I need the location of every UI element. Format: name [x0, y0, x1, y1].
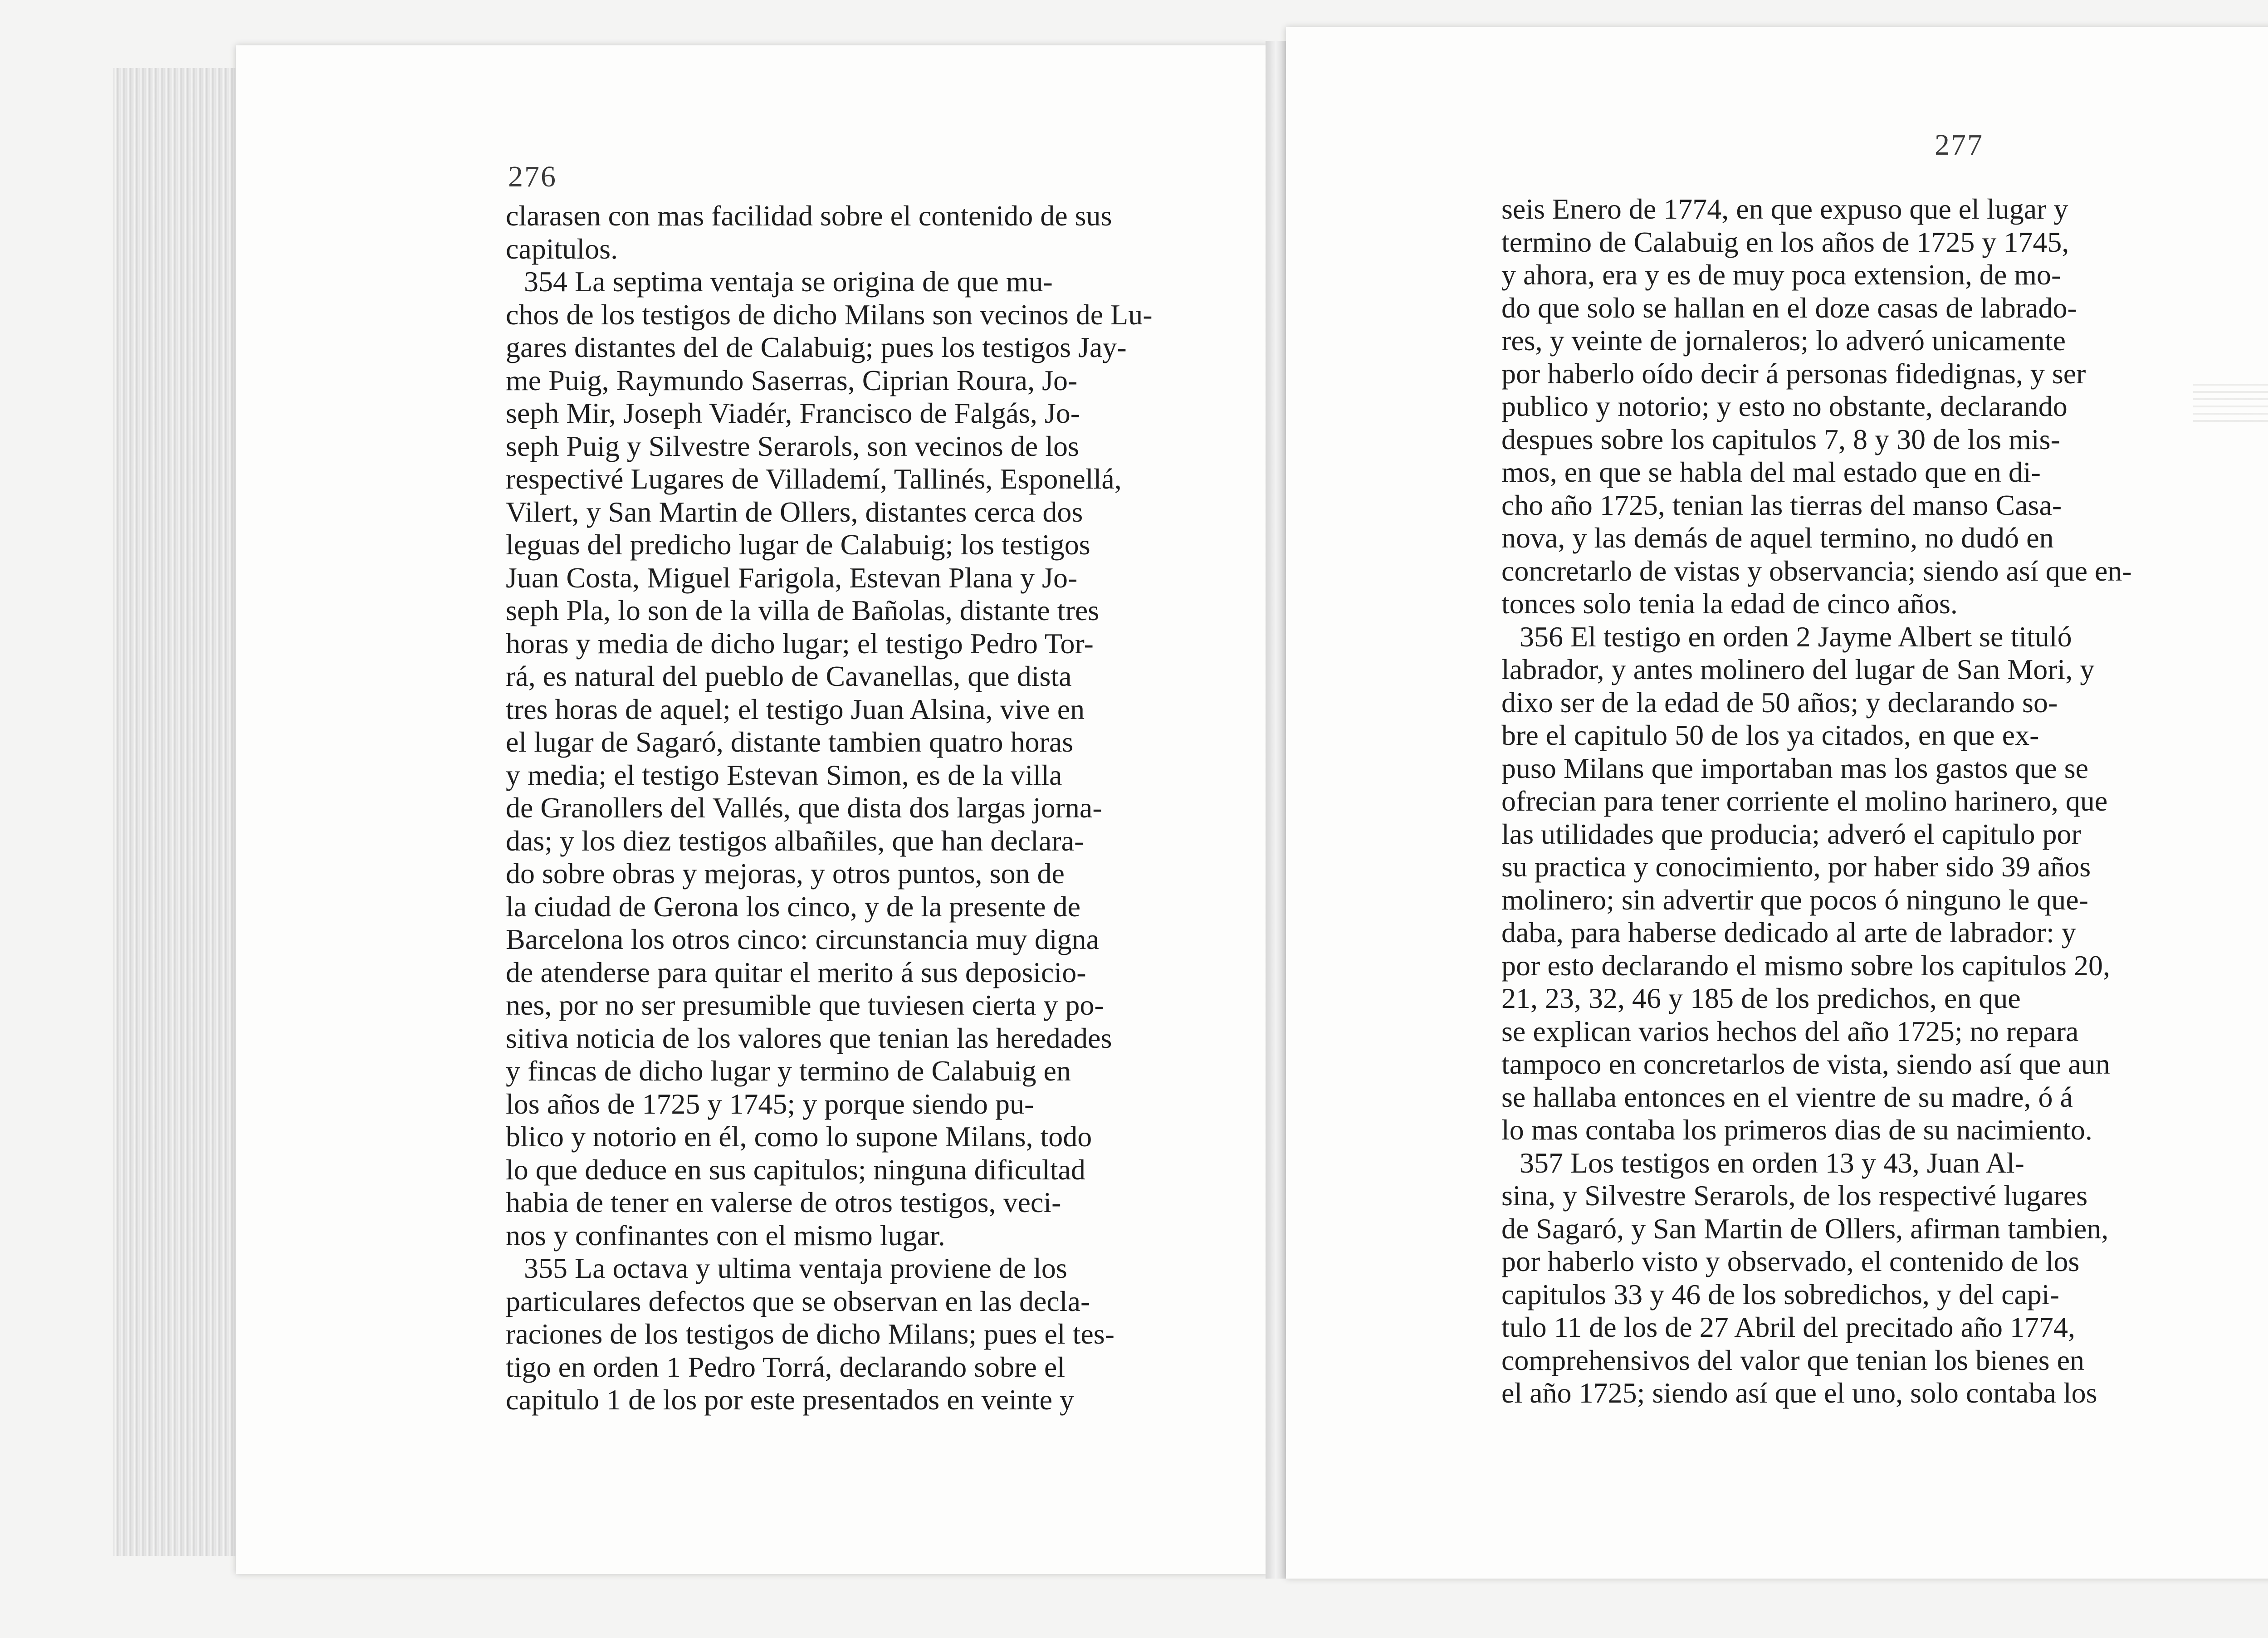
text-line: seph Pla, lo son de la villa de Bañolas, distante tres [506, 594, 1100, 626]
text-line: seis Enero de 1774, en que expuso que el lugar y [1501, 193, 2068, 225]
text-line: habia de tener en valerse de otros testigos, veci- [506, 1186, 1061, 1218]
text-line: por esto declarando el mismo sobre los capitulos 20, [1501, 949, 2110, 982]
text-line: tres horas de aquel; el testigo Juan Alsina, vive en [506, 693, 1085, 725]
text-line: daba, para haberse dedicado al arte de labrador: y [1501, 916, 2076, 949]
text-line: por haberlo oído decir á personas fidedignas, y ser [1501, 357, 2086, 390]
text-line: el año 1725; siendo así que el uno, solo contaba los [1501, 1377, 2097, 1409]
catchword [506, 1417, 1395, 1450]
text-line: tampoco en concretarlos de vista, siendo así que aun [1501, 1048, 2110, 1080]
text-line: ofrecian para tener corriente el molino harinero, que [1501, 785, 2108, 817]
text-line: Juan Costa, Miguel Farigola, Estevan Plana y Jo- [506, 561, 1078, 594]
text-line: termino de Calabuig en los años de 1725 y 1745, [1501, 225, 2069, 258]
text-line: cho año 1725, tenian las tierras del manso Casa- [1501, 489, 2062, 521]
text-line: de atenderse para quitar el merito á sus deposicio- [506, 956, 1086, 988]
text-line: tonces solo tenia la edad de cinco años. [1501, 587, 1958, 620]
text-line: de Sagaró, y San Martin de Ollers, afirman tambien, [1501, 1212, 2109, 1245]
text-line: lo mas contaba los primeros dias de su nacimiento. [1501, 1114, 2092, 1146]
text-line: la ciudad de Gerona los cinco, y de la presente de [506, 890, 1081, 923]
text-line: el lugar de Sagaró, distante tambien quatro horas [506, 726, 1074, 758]
text-line: lo que deduce en sus capitulos; ninguna dificultad [506, 1153, 1085, 1186]
text-line: sina, y Silvestre Serarols, de los respectivé lugares [1501, 1179, 2088, 1212]
text-line: leguas del predicho lugar de Calabuig; los testigos [506, 528, 1090, 561]
text-line: bre el capitulo 50 de los ya citados, en que ex- [1501, 719, 2039, 751]
text-line: capitulos 33 y 46 de los sobredichos, y del capi- [1501, 1278, 2059, 1310]
text-line: raciones de los testigos de dicho Milans; pues el tes- [506, 1318, 1114, 1350]
text-line: concretarlo de vistas y observancia; siendo así que en- [1501, 554, 2132, 587]
text-line: horas y media de dicho lugar; el testigo Pedro Tor- [506, 627, 1094, 660]
text-line: 21, 23, 32, 46 y 185 de los predichos, en que [1501, 982, 2021, 1014]
text-line: nos y confinantes con el mismo lugar. [506, 1219, 945, 1252]
text-line: 355 La octava y ultima ventaja proviene de los [524, 1252, 1067, 1284]
text-line: dixo ser de la edad de 50 años; y declarando so- [1501, 686, 2058, 719]
page-block-edge [113, 68, 245, 1556]
text-line: capitulo 1 de los por este presentados en veinte y [506, 1384, 1074, 1416]
text-line: despues sobre los capitulos 7, 8 y 30 de los mis- [1501, 423, 2060, 455]
text-column [1501, 193, 2268, 1442]
text-line: rá, es natural del pueblo de Cavanellas, que dista [506, 660, 1072, 692]
text-line: seph Puig y Silvestre Serarols, son vecinos de los [506, 430, 1079, 462]
text-line: me Puig, Raymundo Saserras, Ciprian Roura, Jo- [506, 364, 1078, 396]
text-line: y media; el testigo Estevan Simon, es de la villa [506, 758, 1062, 791]
text-line: las utilidades que producia; adveró el capitulo por [1501, 817, 2081, 850]
text-line: Vilert, y San Martin de Ollers, distantes cerca dos [506, 495, 1083, 528]
text-line: de Granollers del Vallés, que dista dos largas jorna- [506, 792, 1102, 824]
text-line: clarasen con mas facilidad sobre el contenido de sus [506, 200, 1112, 232]
text-line: comprehensivos del valor que tenian los bienes en [1501, 1344, 2084, 1376]
text-line: do que solo se hallan en el doze casas de labrado- [1501, 291, 2077, 324]
text-line: 357 Los testigos en orden 13 y 43, Juan Al- [1520, 1146, 2024, 1179]
text-line: 356 El testigo en orden 2 Jayme Albert se tituló [1520, 620, 2072, 653]
text-line: Barcelona los otros cinco: circunstancia muy digna [506, 923, 1100, 955]
left-page [236, 45, 1268, 1574]
catchword [1501, 1410, 2268, 1443]
text-line: y fincas de dicho lugar y termino de Calabuig en [506, 1055, 1071, 1087]
text-line: su practica y conocimiento, por haber sido 39 años [1501, 851, 2091, 883]
text-line: tulo 11 de los de 27 Abril del precitado año 1774, [1501, 1311, 2075, 1343]
text-line: do sobre obras y mejoras, y otros puntos, son de [506, 857, 1065, 890]
text-line: publico y notorio; y esto no obstante, declarando [1501, 390, 2068, 422]
text-line: sitiva noticia de los valores que tenian las heredades [506, 1022, 1112, 1054]
text-line: y ahora, era y es de muy poca extension, de mo- [1501, 259, 2061, 291]
text-line: chos de los testigos de dicho Milans son vecinos de Lu- [506, 298, 1153, 331]
text-line: res, y veinte de jornaleros; lo adveró unicamente [1501, 324, 2066, 357]
text-line: por haberlo visto y observado, el contenido de los [1501, 1245, 2080, 1277]
text-line: capitulos. [506, 232, 618, 265]
text-line: particulares defectos que se observan en las decla- [506, 1285, 1090, 1317]
text-line: se explican varios hechos del año 1725; no repara [1501, 1015, 2079, 1047]
text-line: mos, en que se habla del mal estado que en di- [1501, 456, 2041, 488]
text-line: nes, por no ser presumible que tuviesen cierta y po- [506, 989, 1104, 1021]
text-line: blico y notorio en él, como lo supone Milans, todo [506, 1120, 1092, 1153]
text-line: se hallaba entonces en el vientre de su madre, ó á [1501, 1081, 2073, 1113]
text-column [506, 200, 1395, 1449]
page-number: 277 [1935, 128, 1984, 161]
page-number: 276 [508, 160, 557, 193]
text-line: puso Milans que importaban mas los gastos que se [1501, 752, 2089, 784]
text-line: tigo en orden 1 Pedro Torrá, declarando sobre el [506, 1350, 1066, 1383]
text-line: nova, y las demás de aquel termino, no dudó en [1501, 522, 2054, 554]
text-line: molinero; sin advertir que pocos ó ninguno le que- [1501, 883, 2088, 916]
text-line: seph Mir, Joseph Viadér, Francisco de Falgás, Jo- [506, 397, 1080, 429]
text-line: das; y los diez testigos albañiles, que han declara- [506, 824, 1084, 857]
text-line: respectivé Lugares de Villademí, Tallinés, Esponellá, [506, 463, 1122, 495]
right-page [1286, 27, 2268, 1579]
text-line: los años de 1725 y 1745; y porque siendo pu- [506, 1087, 1034, 1120]
book-gutter [1266, 41, 1288, 1579]
text-line: gares distantes del de Calabuig; pues los testigos Jay- [506, 331, 1127, 363]
text-line: labrador, y antes molinero del lugar de San Mori, y [1501, 653, 2095, 685]
text-line: 354 La septima ventaja se origina de que mu- [524, 265, 1053, 298]
